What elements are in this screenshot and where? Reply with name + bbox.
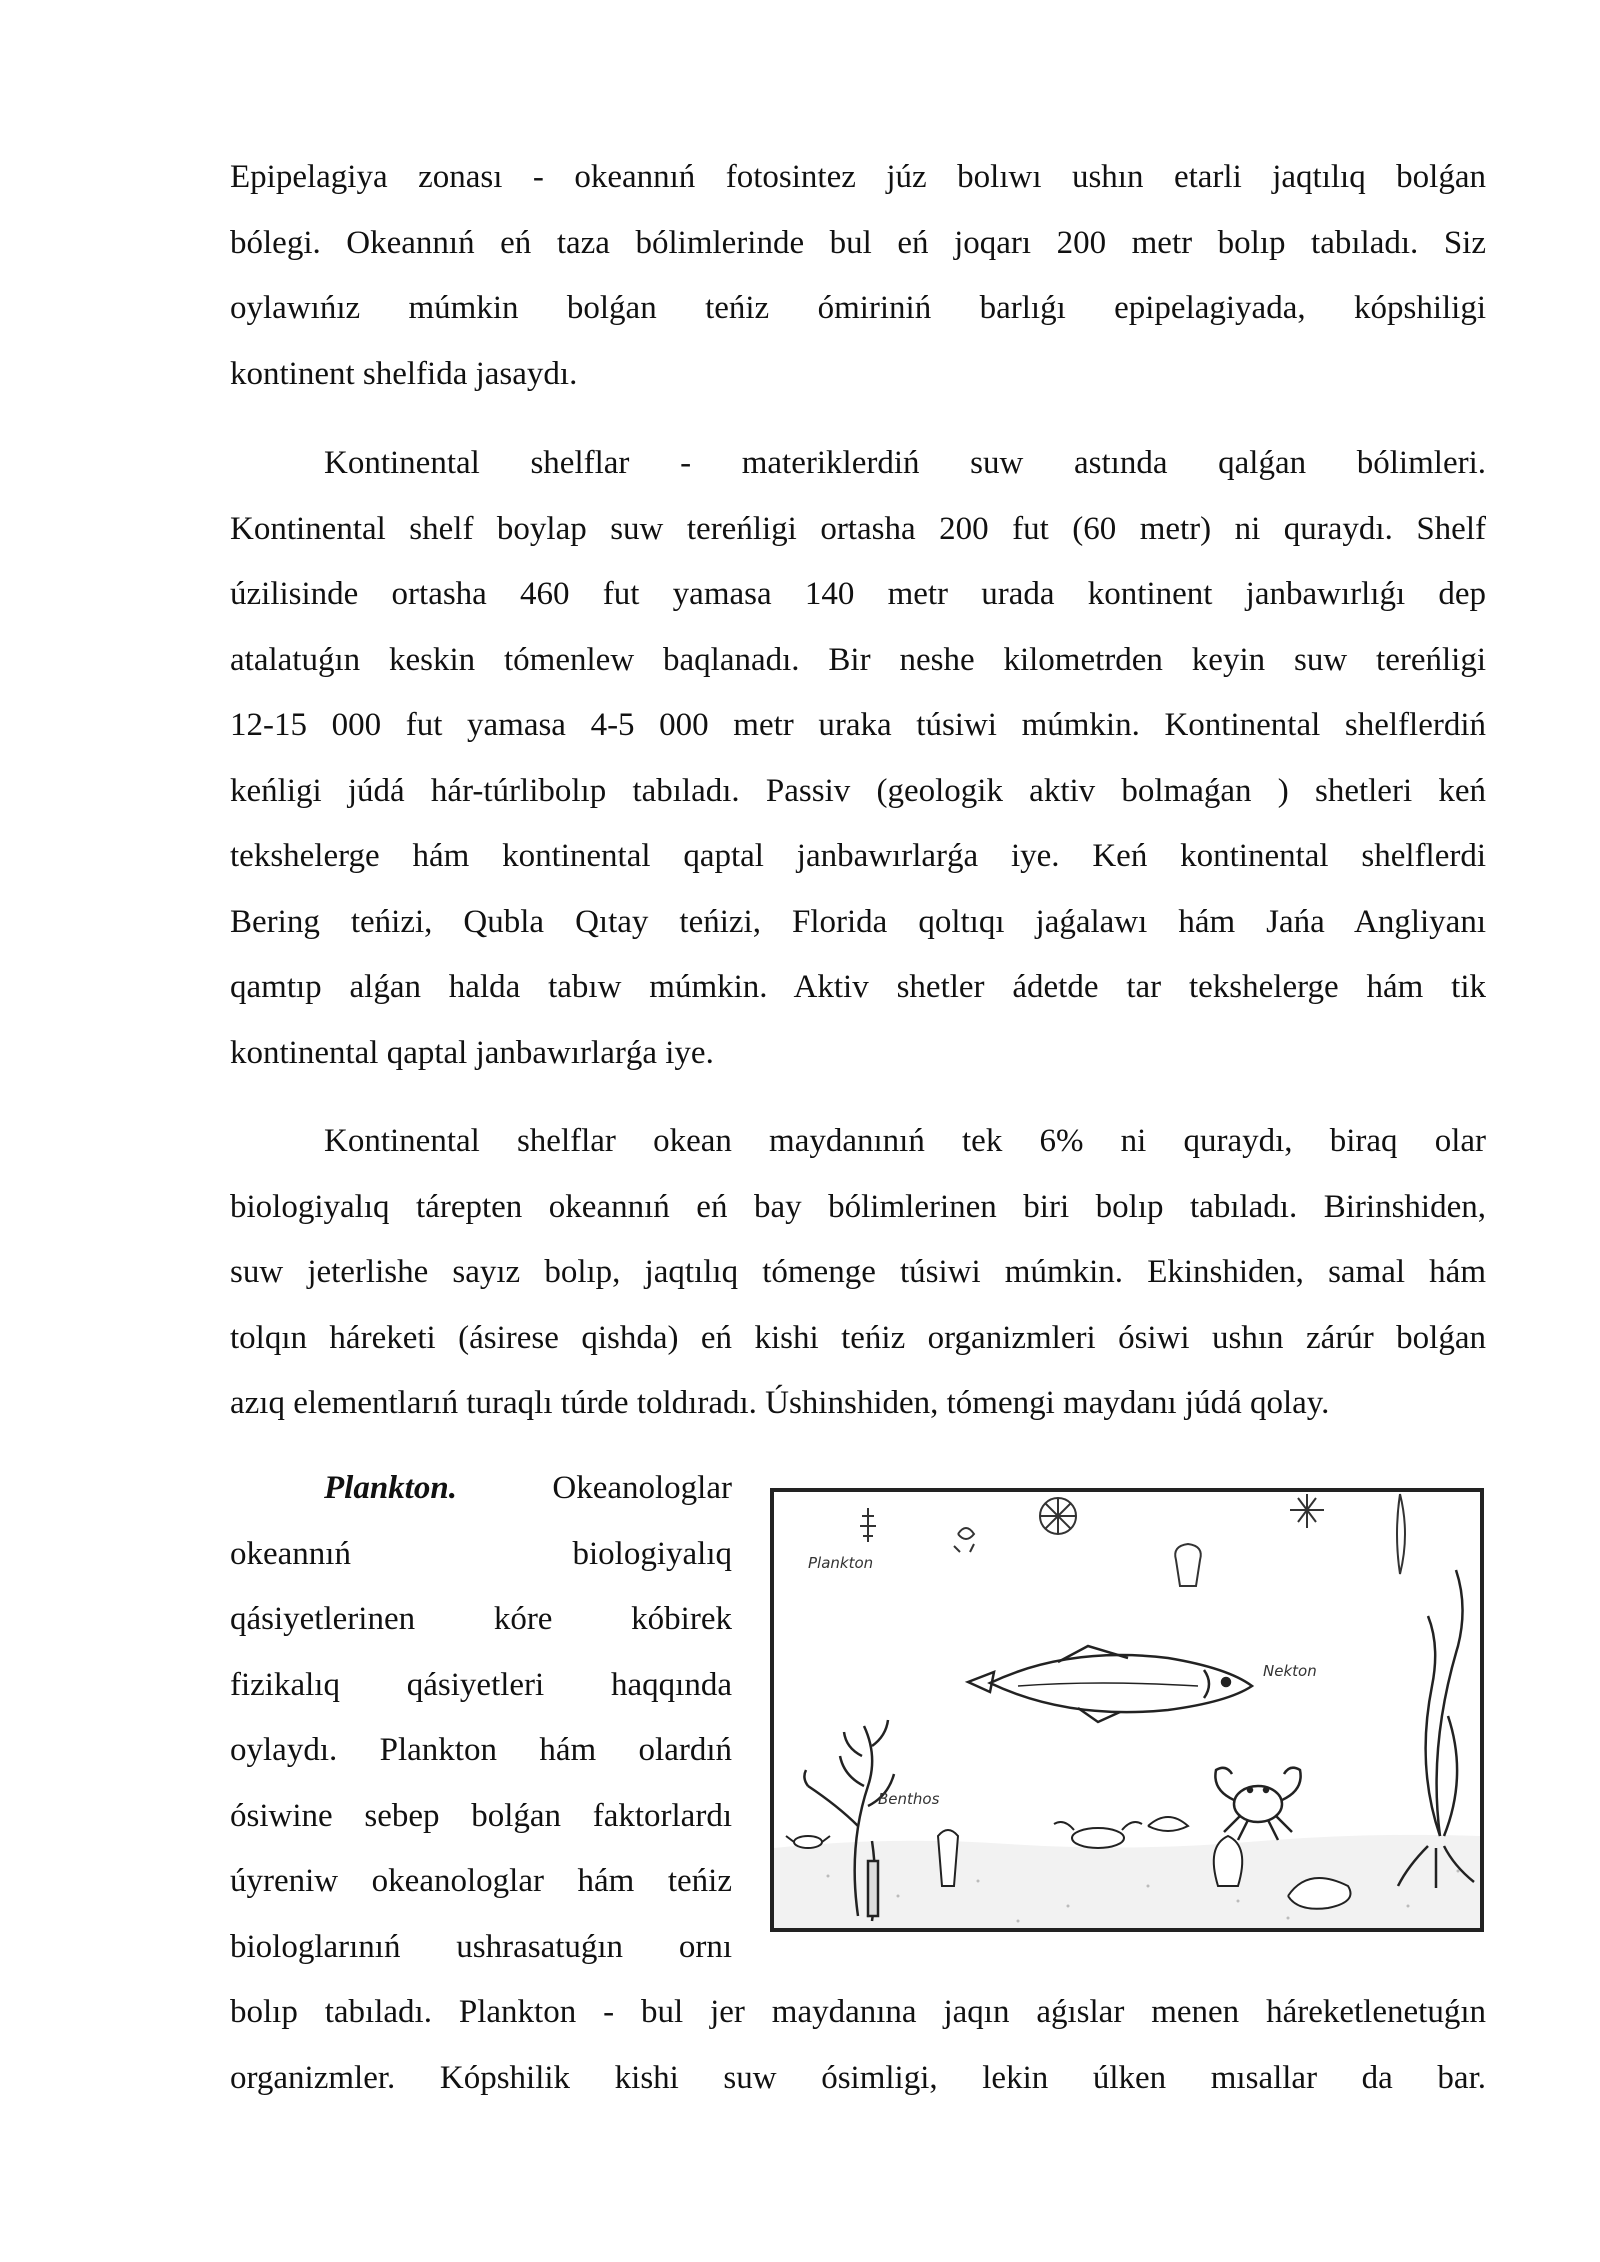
paragraph-continental-shelf: [230, 431, 1486, 1086]
paragraph-plankton-wrapped: [230, 1456, 732, 1980]
text-line: biologlarınıń ushrasatuǵın ornı: [230, 1928, 732, 1965]
text-line: bolıp tabıladı. Plankton - bul jer maydanına jaqın aǵıslar menen háreketlenetuǵın: [230, 1994, 1486, 2030]
plankton-heading: Plankton.: [324, 1470, 457, 1506]
text-line: Bering teńizi, Qubla Qıtay teńizi, Florida qoltıqı jaǵalawı hám Jańa Angliyanı: [230, 903, 1486, 940]
marine-life-zones-illustration: [768, 1486, 1486, 1938]
text-line: Kontinental shelf boylap suw tereńligi ortasha 200 fut (60 metr) ni quraydı. Shelf: [230, 510, 1486, 547]
text-line: ósiwine sebep bolǵan faktorlardı: [230, 1797, 732, 1834]
text-line: oylaydı. Plankton hám olardıń: [230, 1732, 732, 1768]
paragraph-epipelagic: [230, 145, 1486, 407]
paragraph-plankton-continued: [230, 1980, 1486, 2111]
text-line: atalatuǵın keskin tómenlew baqlanadı. Bir neshe kilometrden keyin suw tereńligi: [230, 641, 1486, 678]
text-line: úzilisinde ortasha 460 fut yamasa 140 metr urada kontinent janbawırlıǵı dep: [230, 576, 1486, 612]
text-line: fizikalıq qásiyetleri haqqında: [230, 1666, 732, 1703]
text-line: suw jeterlishe sayız bolıp, jaqtılıq tómenge túsiwi múmkin. Ekinshiden, samal hám: [230, 1254, 1486, 1290]
text-line: qásiyetlerinen kóre kóbirek: [230, 1601, 732, 1637]
nekton-label: Nekton: [1263, 1662, 1317, 1680]
paragraph-shelf-biology: [230, 1109, 1486, 1437]
text-line: kontinental qaptal janbawırlarǵa iye.: [230, 1034, 714, 1071]
text-line: tekshelerge hám kontinental qaptal janbawırlarǵa iye. Keń kontinental shelflerdi: [230, 838, 1486, 874]
benthos-label: Benthos: [878, 1790, 940, 1808]
text-line: kontinent shelfida jasaydı.: [230, 355, 578, 392]
plankton-label: Plankton: [808, 1554, 874, 1572]
text-line: Kontinental shelflar okean maydanınıń tek 6% ni quraydı, biraq olar: [324, 1123, 1486, 1159]
text-line: [230, 1456, 732, 1522]
text-line: úyreniw okeanologlar hám teńiz: [230, 1863, 732, 1899]
text-line: tolqın háreketi (ásirese qishda) eń kishi teńiz organizmleri ósiwi ushın zárúr bolǵan: [230, 1319, 1486, 1356]
text-line: keńligi júdá hár-túrlibolıp tabıladı. Passiv (geologik aktiv bolmaǵan ) shetleri keń: [230, 772, 1486, 809]
text-line: 12-15 000 fut yamasa 4-5 000 metr uraka túsiwi múmkin. Kontinental shelflerdiń: [230, 707, 1486, 743]
text-line: organizmler. Kópshilik kishi suw ósimligi, lekin úlken mısallar da bar.: [230, 2059, 1486, 2096]
text-line: Epipelagiya zonası - okeannıń fotosintez júz bolıwı ushın etarli jaqtılıq bolǵan: [230, 159, 1486, 195]
text-line: oylawıńız múmkin bolǵan teńiz ómiriniń barlıǵı epipelagiyada, kópshiligi: [230, 290, 1486, 326]
text-line: biologiyalıq tárepten okeannıń eń bay bólimlerinen biri bolıp tabıladı. Birinshiden,: [230, 1188, 1486, 1225]
text-fragment: Okeanologlar: [552, 1470, 732, 1506]
text-line: azıq elementlarıń turaqlı túrde toldıradı. Úshinshiden, tómengi maydanı júdá qolay.: [230, 1385, 1330, 1421]
text-line: bólegi. Okeannıń eń taza bólimlerinde bul eń joqarı 200 metr bolıp tabıladı. Siz: [230, 224, 1486, 261]
text-line: Kontinental shelflar - materiklerdiń suw astında qalǵan bólimleri.: [324, 445, 1486, 481]
text-line: qamtıp alǵan halda tabıw múmkin. Aktiv shetler ádetde tar tekshelerge hám tik: [230, 969, 1486, 1005]
text-line: okeannıń biologiyalıq: [230, 1535, 732, 1572]
